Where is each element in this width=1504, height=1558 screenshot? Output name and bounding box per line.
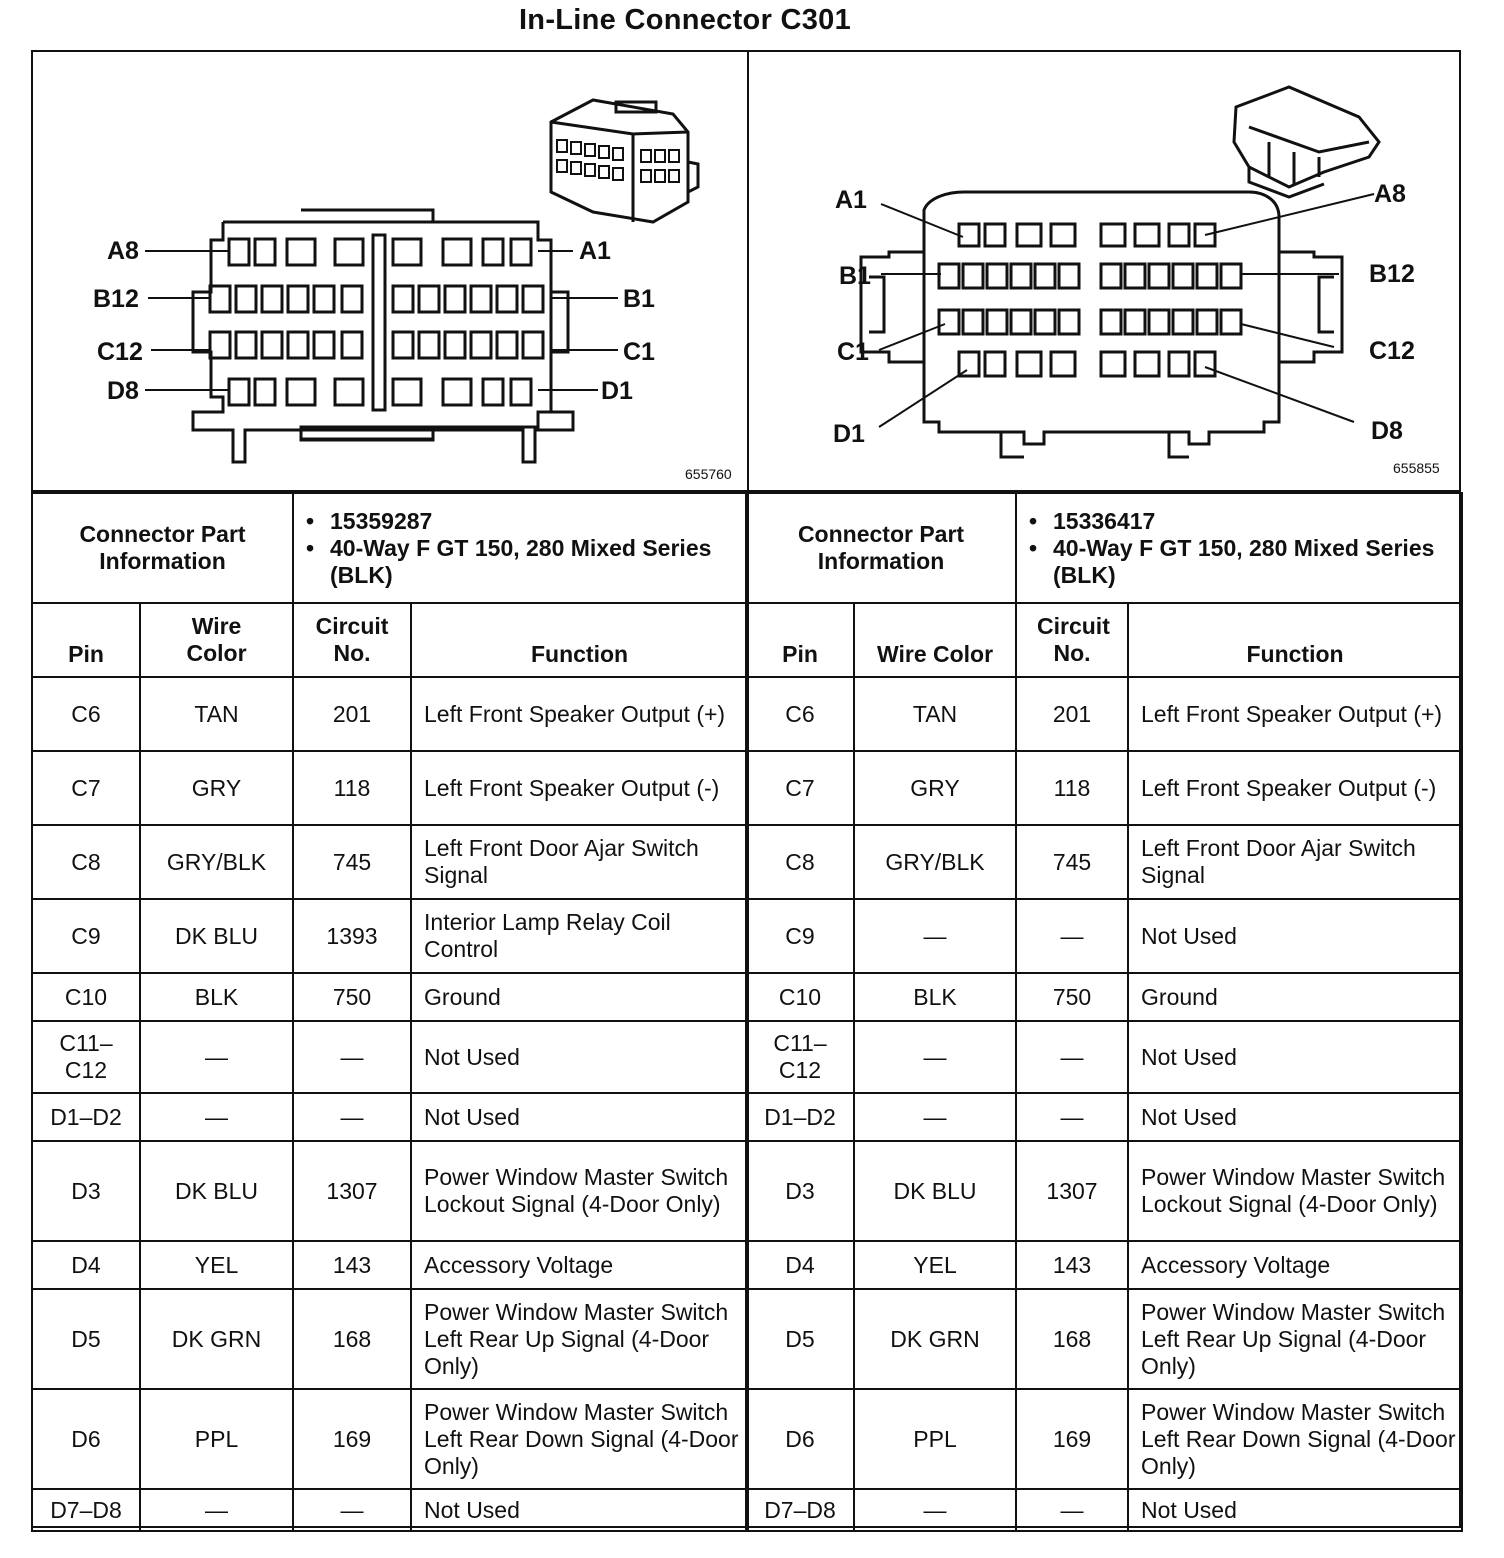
table-row — [746, 1141, 1462, 1241]
cell-function: Power Window Master Switch Lockout Signal (4-Door Only) — [411, 1141, 748, 1241]
cell-function: Not Used — [1128, 1489, 1462, 1531]
cell-wire-color: — — [140, 1489, 293, 1531]
cell-function: Not Used — [411, 1489, 748, 1531]
table-row — [746, 1241, 1462, 1289]
cell-pin: D3 — [746, 1141, 854, 1241]
table-row — [746, 899, 1462, 973]
cell-circuit: 1307 — [293, 1141, 411, 1241]
cell-pin: C10 — [32, 973, 140, 1021]
cell-wire-color: — — [854, 1489, 1016, 1531]
cell-circuit: 1307 — [1016, 1141, 1128, 1241]
pin-label-c1: C1 — [837, 338, 869, 366]
cell-wire-color: DK GRN — [854, 1289, 1016, 1389]
part-number: • 15359287 — [330, 508, 747, 535]
cell-wire-color: BLK — [140, 973, 293, 1021]
cell-wire-color: — — [140, 1093, 293, 1141]
col-wire-color: Wire Color — [854, 603, 1016, 677]
cell-circuit: 169 — [293, 1389, 411, 1489]
cell-circuit: — — [1016, 1093, 1128, 1141]
table-row — [32, 751, 748, 825]
page-title: In-Line Connector C301 — [518, 4, 852, 36]
pin-label-a8: A8 — [1374, 180, 1406, 208]
pin-label-a1: A1 — [579, 237, 611, 265]
cell-function: Accessory Voltage — [1128, 1241, 1462, 1289]
pin-label-c12: C12 — [1369, 337, 1415, 365]
cell-circuit: 143 — [1016, 1241, 1128, 1289]
cell-function: Not Used — [1128, 1021, 1462, 1093]
pin-label-d8: D8 — [107, 377, 139, 405]
cell-circuit: — — [293, 1021, 411, 1093]
col-function: Function — [411, 603, 748, 677]
cell-pin: C9 — [32, 899, 140, 973]
cell-pin: D6 — [746, 1389, 854, 1489]
part-number: • 15336417 — [1053, 508, 1461, 535]
cell-circuit: 745 — [1016, 825, 1128, 899]
cell-pin: C6 — [746, 677, 854, 751]
cell-wire-color: DK BLU — [140, 1141, 293, 1241]
cell-circuit: 143 — [293, 1241, 411, 1289]
pin-label-c1: C1 — [623, 338, 655, 366]
cell-wire-color: TAN — [140, 677, 293, 751]
table-row — [746, 1289, 1462, 1389]
cell-circuit: 745 — [293, 825, 411, 899]
part-info-label: Connector Part Information — [746, 493, 1016, 603]
cell-pin: D4 — [32, 1241, 140, 1289]
left-connector-drawing — [33, 52, 747, 492]
cell-function: Not Used — [411, 1093, 748, 1141]
cell-wire-color: PPL — [140, 1389, 293, 1489]
pin-label-b1: B1 — [839, 262, 871, 290]
table-row — [32, 1093, 748, 1141]
table-row — [32, 1241, 748, 1289]
pin-label-d1: D1 — [833, 420, 865, 448]
cell-circuit: 1393 — [293, 899, 411, 973]
cell-function: Power Window Master Switch Left Rear Down Signal (4-Door Only) — [1128, 1389, 1462, 1489]
table-row — [746, 825, 1462, 899]
cell-wire-color: TAN — [854, 677, 1016, 751]
table-row — [32, 973, 748, 1021]
part-description: • 40-Way F GT 150, 280 Mixed Series (BLK) — [330, 535, 747, 589]
cell-wire-color: GRY/BLK — [140, 825, 293, 899]
table-row — [746, 1021, 1462, 1093]
cell-circuit: 201 — [1016, 677, 1128, 751]
cell-wire-color: GRY/BLK — [854, 825, 1016, 899]
cell-circuit: — — [1016, 899, 1128, 973]
pin-label-d1: D1 — [601, 377, 633, 405]
cell-wire-color: PPL — [854, 1389, 1016, 1489]
pin-label-b12: B12 — [93, 285, 139, 313]
cell-pin: C8 — [746, 825, 854, 899]
cell-pin: C11–C12 — [746, 1021, 854, 1093]
left-figure-id: 655760 — [685, 466, 732, 482]
pin-label-b12: B12 — [1369, 260, 1415, 288]
cell-circuit: 168 — [1016, 1289, 1128, 1389]
col-function: Function — [1128, 603, 1462, 677]
cell-pin: D3 — [32, 1141, 140, 1241]
table-row — [32, 899, 748, 973]
table-row — [32, 825, 748, 899]
col-circuit: Circuit No. — [1016, 603, 1128, 677]
table-row — [32, 1389, 748, 1489]
cell-function: Accessory Voltage — [411, 1241, 748, 1289]
pin-label-c12: C12 — [97, 338, 143, 366]
cell-circuit: — — [1016, 1489, 1128, 1531]
cell-function: Left Front Door Ajar Switch Signal — [1128, 825, 1462, 899]
cell-function: Ground — [1128, 973, 1462, 1021]
cell-function: Power Window Master Switch Left Rear Up Signal (4-Door Only) — [1128, 1289, 1462, 1389]
table-row — [746, 751, 1462, 825]
table-row — [746, 973, 1462, 1021]
cell-function: Power Window Master Switch Lockout Signal (4-Door Only) — [1128, 1141, 1462, 1241]
cell-pin: C6 — [32, 677, 140, 751]
col-wire-color: Wire Color — [140, 603, 293, 677]
cell-circuit: 118 — [293, 751, 411, 825]
connector-sheet — [31, 50, 1461, 1528]
cell-function: Left Front Door Ajar Switch Signal — [411, 825, 748, 899]
cell-pin: C8 — [32, 825, 140, 899]
left-connector-3d-icon — [551, 100, 698, 222]
pin-label-a8: A8 — [107, 237, 139, 265]
cell-pin: D7–D8 — [746, 1489, 854, 1531]
cell-pin: C11–C12 — [32, 1021, 140, 1093]
pin-label-b1: B1 — [623, 285, 655, 313]
table-row — [746, 1489, 1462, 1531]
col-circuit: Circuit No. — [293, 603, 411, 677]
cell-wire-color: BLK — [854, 973, 1016, 1021]
cell-function: Left Front Speaker Output (+) — [411, 677, 748, 751]
right-connector-drawing — [749, 52, 1459, 492]
cell-function: Power Window Master Switch Left Rear Up Signal (4-Door Only) — [411, 1289, 748, 1389]
table-row — [32, 1141, 748, 1241]
cell-circuit: 750 — [1016, 973, 1128, 1021]
cell-function: Not Used — [1128, 1093, 1462, 1141]
cell-wire-color: — — [854, 899, 1016, 973]
cell-circuit: — — [293, 1489, 411, 1531]
col-pin: Pin — [746, 603, 854, 677]
cell-function: Left Front Speaker Output (+) — [1128, 677, 1462, 751]
cell-pin: D6 — [32, 1389, 140, 1489]
right-figure-id: 655855 — [1393, 460, 1440, 476]
cell-function: Left Front Speaker Output (-) — [411, 751, 748, 825]
cell-function: Left Front Speaker Output (-) — [1128, 751, 1462, 825]
table-row — [32, 1489, 748, 1531]
cell-pin: C10 — [746, 973, 854, 1021]
part-info — [293, 493, 748, 603]
cell-function: Power Window Master Switch Left Rear Down Signal (4-Door Only) — [411, 1389, 748, 1489]
cell-pin: D4 — [746, 1241, 854, 1289]
cell-function: Not Used — [411, 1021, 748, 1093]
table-row — [32, 1289, 748, 1389]
table-row — [746, 1093, 1462, 1141]
right-connector-table — [745, 492, 1461, 1532]
cell-pin: C7 — [32, 751, 140, 825]
cell-pin: D7–D8 — [32, 1489, 140, 1531]
table-row — [32, 1021, 748, 1093]
cell-pin: C9 — [746, 899, 854, 973]
cell-circuit: 168 — [293, 1289, 411, 1389]
cell-wire-color: YEL — [854, 1241, 1016, 1289]
cell-pin: C7 — [746, 751, 854, 825]
part-info — [1016, 493, 1462, 603]
cell-wire-color: GRY — [140, 751, 293, 825]
cell-function: Not Used — [1128, 899, 1462, 973]
cell-wire-color: DK GRN — [140, 1289, 293, 1389]
col-pin: Pin — [32, 603, 140, 677]
cell-circuit: 750 — [293, 973, 411, 1021]
pin-label-d8: D8 — [1371, 417, 1403, 445]
cell-wire-color: — — [854, 1021, 1016, 1093]
cell-wire-color: GRY — [854, 751, 1016, 825]
cell-circuit: — — [293, 1093, 411, 1141]
table-row — [746, 1389, 1462, 1489]
cell-pin: D5 — [746, 1289, 854, 1389]
cell-wire-color: DK BLU — [854, 1141, 1016, 1241]
cell-circuit: 118 — [1016, 751, 1128, 825]
right-connector-3d-icon — [1234, 87, 1379, 197]
cell-wire-color: — — [140, 1021, 293, 1093]
cell-function: Interior Lamp Relay Coil Control — [411, 899, 748, 973]
cell-function: Ground — [411, 973, 748, 1021]
part-info-label: Connector Part Information — [32, 493, 293, 603]
cell-circuit: 201 — [293, 677, 411, 751]
cell-wire-color: YEL — [140, 1241, 293, 1289]
cell-wire-color: — — [854, 1093, 1016, 1141]
cell-pin: D1–D2 — [746, 1093, 854, 1141]
cell-wire-color: DK BLU — [140, 899, 293, 973]
cell-pin: D1–D2 — [32, 1093, 140, 1141]
left-connector-table — [31, 492, 747, 1532]
cell-circuit: — — [1016, 1021, 1128, 1093]
pin-label-a1: A1 — [835, 186, 867, 214]
cell-pin: D5 — [32, 1289, 140, 1389]
connector-diagrams — [33, 52, 1459, 492]
table-row — [746, 677, 1462, 751]
part-description: • 40-Way F GT 150, 280 Mixed Series (BLK) — [1053, 535, 1461, 589]
table-row — [32, 677, 748, 751]
cell-circuit: 169 — [1016, 1389, 1128, 1489]
